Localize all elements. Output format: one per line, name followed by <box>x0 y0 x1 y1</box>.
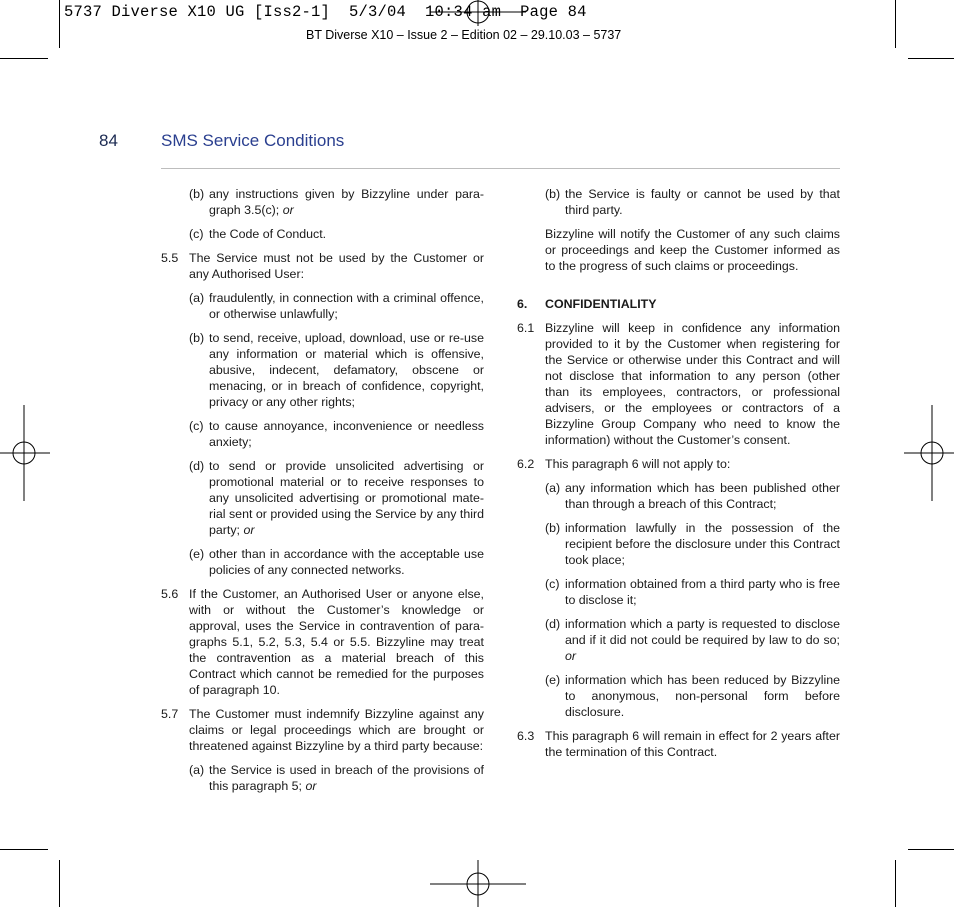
crop-mark <box>908 849 954 850</box>
item-label: (d) <box>189 459 205 473</box>
crop-mark <box>895 860 896 907</box>
item-label: (a) <box>189 763 205 777</box>
list-item <box>161 226 484 242</box>
paragraph-6-3 <box>517 728 840 760</box>
item-label: (b) <box>189 331 205 345</box>
crop-mark <box>59 0 60 48</box>
header-rule <box>161 168 840 169</box>
crop-mark <box>0 849 48 850</box>
paragraph-6-1 <box>517 320 840 448</box>
list-item <box>517 186 840 218</box>
item-text: any information which has been published other than through a breach of this Contract; <box>565 481 840 511</box>
item-text: to send, receive, upload, download, use or re-use any information or material which is offensive, abusive, indecent, defamatory, obscene or menacing, or in breach of confidence, copyright, privacy or any other rights; <box>209 331 484 409</box>
item-text: to send or provide unsolicited advertising or promotional material or to receive responses to any unsolicited advertising or promotional mate-rial sent or provided using the Service by any third party; <box>209 459 484 537</box>
paragraph-number: 5.6 <box>161 587 179 601</box>
heading-number: 6. <box>517 297 528 311</box>
registration-mark-left <box>0 405 50 501</box>
list-item <box>517 520 840 568</box>
section-heading <box>517 296 840 312</box>
paragraph-text: The Customer must indemnify Bizzyline against any claims or legal proceedings which are brought or threatened against Bizzyline by a third party because: <box>189 707 484 753</box>
item-text: to cause annoyance, inconvenience or needless anxiety; <box>209 419 484 449</box>
item-text: information which a party is requested to disclose and if it did not could be required by law to do so; <box>565 617 840 647</box>
item-text: information lawfully in the possession of the recipient before the disclosure under this Contract took place; <box>565 521 840 567</box>
page-number: 84 <box>99 131 118 150</box>
item-text: the Service is faulty or cannot be used by that third party. <box>565 187 840 217</box>
paragraph-number: 6.3 <box>517 729 535 743</box>
item-text: information obtained from a third party who is free to disclose it; <box>565 577 840 607</box>
list-item <box>161 418 484 450</box>
list-item <box>517 576 840 608</box>
registration-mark-right <box>904 405 954 501</box>
item-label: (b) <box>545 521 561 535</box>
item-label: (c) <box>545 577 560 591</box>
item-label: (b) <box>189 187 205 201</box>
item-text: information which has been reduced by Bizzyline to anonymous, non-personal form before disclosure. <box>565 673 840 719</box>
list-item <box>161 546 484 578</box>
paragraph-number: 5.5 <box>161 251 179 265</box>
item-text: the Service is used in breach of the provisions of this paragraph 5; <box>209 763 484 793</box>
item-label: (e) <box>545 673 561 687</box>
item-label: (a) <box>545 481 561 495</box>
crop-mark <box>895 0 896 48</box>
paragraph-number: 6.1 <box>517 321 535 335</box>
paragraph-5-5 <box>161 250 484 282</box>
paragraph-text: If the Customer, an Authorised User or anyone else, with or without the Customer’s knowledge or approval, uses the Service in contravention of para-graphs 5.1, 5.2, 5.3, 5.4 or 5.5. Bizzyline may treat the contravention as a material breach of this Contract which cannot be remedied for the purposes of paragraph 10. <box>189 587 484 697</box>
paragraph-6-2 <box>517 456 840 472</box>
paragraph-5-6 <box>161 586 484 698</box>
paragraph-text: Bizzyline will keep in confidence any information provided to it by the Customer when registering for the Service or otherwise under this Contract and will not disclose that information to any person (other than its employees, contractors, or professional advisers, or the employees or contractors of a Bizzyline Group Company who need to know the information) without the Customer’s consent. <box>545 321 840 447</box>
right-column <box>517 186 840 768</box>
crop-mark <box>59 860 60 907</box>
edition-line: BT Diverse X10 – Issue 2 – Edition 02 – 29.10.03 – 5737 <box>306 28 622 42</box>
item-label: (c) <box>189 227 204 241</box>
list-item <box>161 290 484 322</box>
paragraph-number: 6.2 <box>517 457 535 471</box>
item-text: other than in accordance with the acceptable use policies of any connected networks. <box>209 547 484 577</box>
section-title: SMS Service Conditions <box>161 131 345 150</box>
conjunction: or <box>282 203 294 217</box>
conjunction: or <box>565 649 577 663</box>
item-text: the Code of Conduct. <box>209 227 327 241</box>
left-column <box>161 186 484 802</box>
heading-title: CONFIDENTIALITY <box>545 297 657 311</box>
item-text: fraudulently, in connection with a criminal offence, or otherwise unlawfully; <box>209 291 484 321</box>
item-label: (c) <box>189 419 204 433</box>
paragraph-text: This paragraph 6 will remain in effect for 2 years after the termination of this Contract. <box>545 729 840 759</box>
list-item <box>161 458 484 538</box>
item-label: (d) <box>545 617 561 631</box>
list-item <box>517 616 840 664</box>
conjunction: or <box>305 779 317 793</box>
paragraph-number: 5.7 <box>161 707 179 721</box>
list-item <box>161 762 484 794</box>
conjunction: or <box>243 523 255 537</box>
registration-mark-bottom <box>430 860 526 907</box>
list-item <box>161 186 484 218</box>
notify-paragraph: Bizzyline will notify the Customer of any such claims or proceedings and keep the Customer informed as to the progress of such claims or proceedings. <box>545 227 840 273</box>
registration-mark-top <box>430 0 526 26</box>
list-item <box>517 672 840 720</box>
item-text: any instructions given by Bizzyline under para-graph 3.5(c); <box>209 187 484 217</box>
crop-mark <box>908 58 954 59</box>
crop-mark <box>0 58 48 59</box>
item-label: (a) <box>189 291 205 305</box>
paragraph-text: This paragraph 6 will not apply to: <box>545 457 731 471</box>
printer-slug: 5737 Diverse X10 UG [Iss2-1] 5/3/04 10:34 am Page 84 <box>64 3 587 21</box>
list-item <box>517 480 840 512</box>
paragraph-5-7 <box>161 706 484 754</box>
paragraph-text: The Service must not be used by the Customer or any Authorised User: <box>189 251 484 281</box>
item-label: (b) <box>545 187 561 201</box>
list-item <box>161 330 484 410</box>
item-label: (e) <box>189 547 205 561</box>
